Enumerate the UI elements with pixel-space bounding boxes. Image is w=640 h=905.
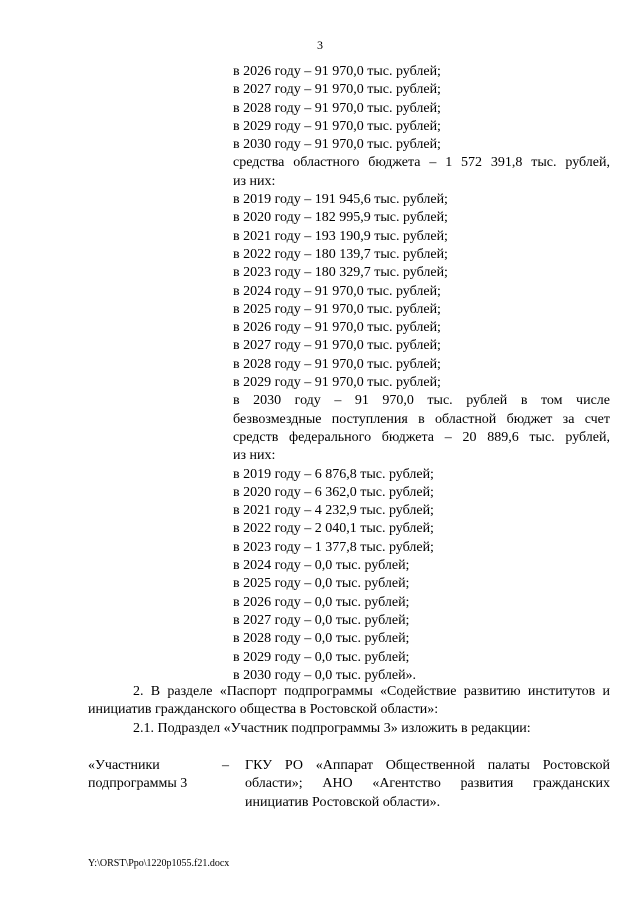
federal-intro-line: средств федерального бюджета – 20 889,6 тыс. рублей,	[233, 429, 610, 445]
participants-label: «Участники подпрограммы 3	[88, 758, 188, 792]
federal-year-line: в 2022 году – 2 040,1 тыс. рублей;	[233, 521, 434, 537]
regional-year-line: в 2026 году – 91 970,0 тыс. рублей;	[233, 320, 441, 336]
federal-of-which: из них:	[233, 448, 276, 464]
regional-year-line: в 2023 году – 180 329,7 тыс. рублей;	[233, 265, 448, 281]
federal-year-line: в 2029 году – 0,0 тыс. рублей;	[233, 649, 410, 665]
federal-year-line: в 2026 году – 0,0 тыс. рублей;	[233, 594, 410, 610]
regional-year-line: в 2020 году – 182 995,9 тыс. рублей;	[233, 210, 448, 226]
section-2-paragraph: 2. В разделе «Паспорт подпрограммы «Содействие развитию институтов и инициатив гражданского общества в Ростовской области»:	[88, 684, 610, 718]
regional-year-line: в 2027 году – 91 970,0 тыс. рублей;	[233, 338, 441, 354]
regional-year-line: в 2028 году – 91 970,0 тыс. рублей;	[233, 356, 441, 372]
funding-line: в 2030 году – 91 970,0 тыс. рублей;	[233, 137, 441, 153]
section-2-1-paragraph: 2.1. Подраздел «Участник подпрограммы 3» изложить в редакции:	[133, 720, 531, 736]
regional-budget-of-which: из них:	[233, 173, 276, 189]
federal-intro-line: в 2030 году – 91 970,0 тыс. рублей в том числе	[233, 393, 610, 409]
federal-year-line: в 2030 году – 0,0 тыс. рублей».	[233, 667, 417, 683]
federal-year-line: в 2025 году – 0,0 тыс. рублей;	[233, 576, 410, 592]
regional-budget-total: средства областного бюджета – 1 572 391,8 тыс. рублей,	[233, 155, 610, 171]
funding-line: в 2029 году – 91 970,0 тыс. рублей;	[233, 118, 441, 134]
federal-year-line: в 2020 году – 6 362,0 тыс. рублей;	[233, 484, 434, 500]
federal-year-line: в 2027 году – 0,0 тыс. рублей;	[233, 612, 410, 628]
funding-line: в 2028 году – 91 970,0 тыс. рублей;	[233, 100, 441, 116]
federal-intro-line: безвозмездные поступления в областной бюджет за счет	[233, 411, 610, 427]
federal-year-line: в 2019 году – 6 876,8 тыс. рублей;	[233, 466, 434, 482]
regional-year-line: в 2025 году – 91 970,0 тыс. рублей;	[233, 301, 441, 317]
regional-year-line: в 2019 году – 191 945,6 тыс. рублей;	[233, 192, 448, 208]
participants-value: ГКУ РО «Аппарат Общественной палаты Ростовской области»; АНО «Агентство развития гражданских инициатив Ростовской области».	[245, 758, 610, 810]
federal-year-line: в 2024 году – 0,0 тыс. рублей;	[233, 558, 410, 574]
regional-year-line: в 2029 году – 91 970,0 тыс. рублей;	[233, 375, 441, 391]
section-2	[88, 683, 610, 738]
funding-line: в 2026 году – 91 970,0 тыс. рублей;	[233, 64, 441, 79]
funding-column	[233, 63, 610, 685]
regional-year-line: в 2024 году – 91 970,0 тыс. рублей;	[233, 283, 441, 299]
page-number: 3	[317, 38, 323, 52]
federal-year-line: в 2023 году – 1 377,8 тыс. рублей;	[233, 539, 434, 555]
funding-line: в 2027 году – 91 970,0 тыс. рублей;	[233, 82, 441, 98]
participants-dash: –	[222, 758, 229, 773]
federal-year-line: в 2021 году – 4 232,9 тыс. рублей;	[233, 503, 434, 519]
regional-year-line: в 2021 году – 193 190,9 тыс. рублей;	[233, 228, 448, 244]
federal-year-line: в 2028 году – 0,0 тыс. рублей;	[233, 631, 410, 647]
footer-file-path: Y:\ORST\Ppo\1220p1055.f21.docx	[88, 858, 230, 869]
regional-year-line: в 2022 году – 180 139,7 тыс. рублей;	[233, 246, 448, 262]
